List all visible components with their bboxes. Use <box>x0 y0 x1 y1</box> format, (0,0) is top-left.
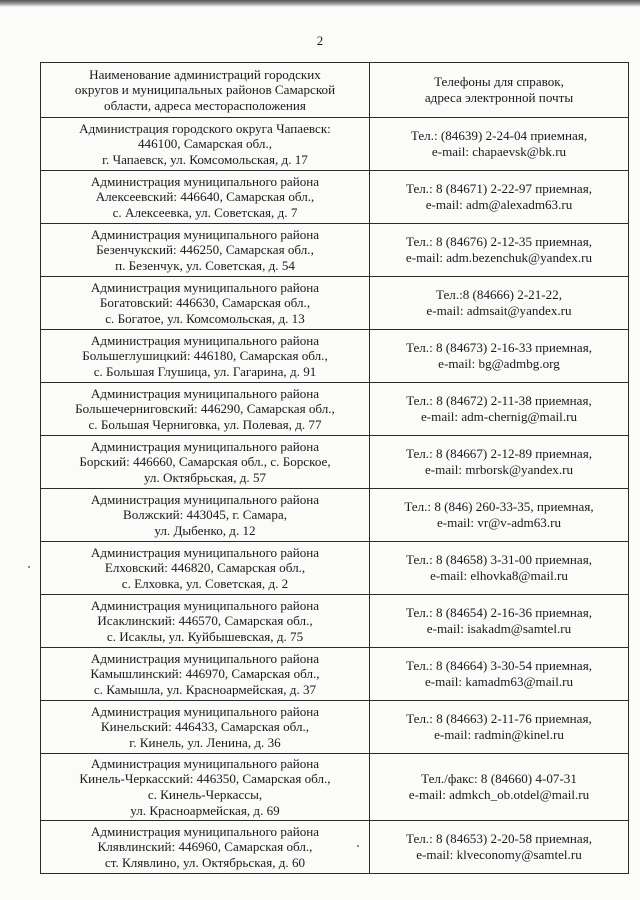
contacts-cell: Тел.: 8 (84673) 2-16-33 приемная, e-mail: bg@admbg.org <box>370 330 629 383</box>
administration-cell: Администрация муниципального района Безенчукский: 446250, Самарская обл., п. Безенчук, ул. Советская, д. 54 <box>41 224 370 277</box>
contacts-cell: Тел.: 8 (84667) 2-12-89 приемная, e-mail: mrborsk@yandex.ru <box>370 436 629 489</box>
administration-cell: Администрация муниципального района Богатовский: 446630, Самарская обл., с. Богатое, ул. Комсомольская, д. 13 <box>41 277 370 330</box>
header-contacts: Телефоны для справок, адреса электронной почты <box>370 63 629 118</box>
table-row <box>41 821 629 874</box>
administration-cell: Администрация муниципального района Елховский: 446820, Самарская обл., с. Елховка, ул. Советская, д. 2 <box>41 542 370 595</box>
table-row <box>41 542 629 595</box>
contacts-cell: Тел.: 8 (84664) 3-30-54 приемная, e-mail: kamadm63@mail.ru <box>370 648 629 701</box>
contacts-cell: Тел.:8 (84666) 2-21-22, e-mail: admsait@yandex.ru <box>370 277 629 330</box>
administration-cell: Администрация муниципального района Камышлинский: 446970, Самарская обл., с. Камышла, ул. Красноармейская, д. 37 <box>41 648 370 701</box>
administration-cell: Администрация муниципального района Исаклинский: 446570, Самарская обл., с. Исаклы, ул. Куйбышевская, д. 75 <box>41 595 370 648</box>
administration-cell: Администрация городского округа Чапаевск: 446100, Самарская обл., г. Чапаевск, ул. Комсомольская, д. 17 <box>41 118 370 171</box>
table-row <box>41 118 629 171</box>
contacts-cell: Тел.: 8 (84653) 2-20-58 приемная, e-mail: klveconomy@samtel.ru <box>370 821 629 874</box>
contacts-cell: Тел.: 8 (846) 260-33-35, приемная, e-mail: vr@v-adm63.ru <box>370 489 629 542</box>
contacts-cell: Тел.: 8 (84654) 2-16-36 приемная, e-mail: isakadm@samtel.ru <box>370 595 629 648</box>
contacts-cell: Тел./факс: 8 (84660) 4-07-31 e-mail: admkch_ob.otdel@mail.ru <box>370 754 629 821</box>
contacts-cell: Тел.: 8 (84672) 2-11-38 приемная, e-mail: adm-chernig@mail.ru <box>370 383 629 436</box>
contacts-cell: Тел.: 8 (84676) 2-12-35 приемная, e-mail: adm.bezenchuk@yandex.ru <box>370 224 629 277</box>
table-row <box>41 277 629 330</box>
scan-speck <box>357 845 359 847</box>
scan-edge-shadow <box>0 0 640 7</box>
administrations-contact-table <box>40 62 629 874</box>
contacts-cell: Тел.: 8 (84671) 2-22-97 приемная, e-mail: adm@alexadm63.ru <box>370 171 629 224</box>
administration-cell: Администрация муниципального района Большеглушицкий: 446180, Самарская обл., с. Большая Глушица, ул. Гагарина, д. 91 <box>41 330 370 383</box>
administration-cell: Администрация муниципального района Кинельский: 446433, Самарская обл., г. Кинель, ул. Ленина, д. 36 <box>41 701 370 754</box>
table-row <box>41 701 629 754</box>
table-row <box>41 489 629 542</box>
administration-cell: Администрация муниципального района Кинель-Черкасский: 446350, Самарская обл., с. Кинель-Черкассы, ул. Красноармейская, д. 69 <box>41 754 370 821</box>
administration-cell: Администрация муниципального района Алексеевский: 446640, Самарская обл., с. Алексеевка, ул. Советская, д. 7 <box>41 171 370 224</box>
page-number: 2 <box>316 33 324 48</box>
administration-cell: Администрация муниципального района Борский: 446660, Самарская обл., с. Борское, ул. Октябрьская, д. 57 <box>41 436 370 489</box>
table-header-row <box>41 63 629 118</box>
table-row <box>41 330 629 383</box>
administration-cell: Администрация муниципального района Волжский: 443045, г. Самара, ул. Дыбенко, д. 12 <box>41 489 370 542</box>
table-row <box>41 224 629 277</box>
contacts-cell: Тел.: 8 (84663) 2-11-76 приемная, e-mail: radmin@kinel.ru <box>370 701 629 754</box>
contacts-cell: Тел.: (84639) 2-24-04 приемная, e-mail: chapaevsk@bk.ru <box>370 118 629 171</box>
table-row <box>41 171 629 224</box>
contacts-cell: Тел.: 8 (84658) 3-31-00 приемная, e-mail: elhovka8@mail.ru <box>370 542 629 595</box>
header-administration: Наименование администраций городских округов и муниципальных районов Самарской области, адреса месторасположения <box>41 63 370 118</box>
table-row <box>41 383 629 436</box>
scan-speck <box>28 566 30 568</box>
table-row <box>41 595 629 648</box>
administration-cell: Администрация муниципального района Большечерниговский: 446290, Самарская обл., с. Большая Черниговка, ул. Полевая, д. 77 <box>41 383 370 436</box>
table-row <box>41 648 629 701</box>
table-row <box>41 436 629 489</box>
administration-cell: Администрация муниципального района Клявлинский: 446960, Самарская обл., ст. Клявлино, ул. Октябрьская, д. 60 <box>41 821 370 874</box>
table-row <box>41 754 629 821</box>
